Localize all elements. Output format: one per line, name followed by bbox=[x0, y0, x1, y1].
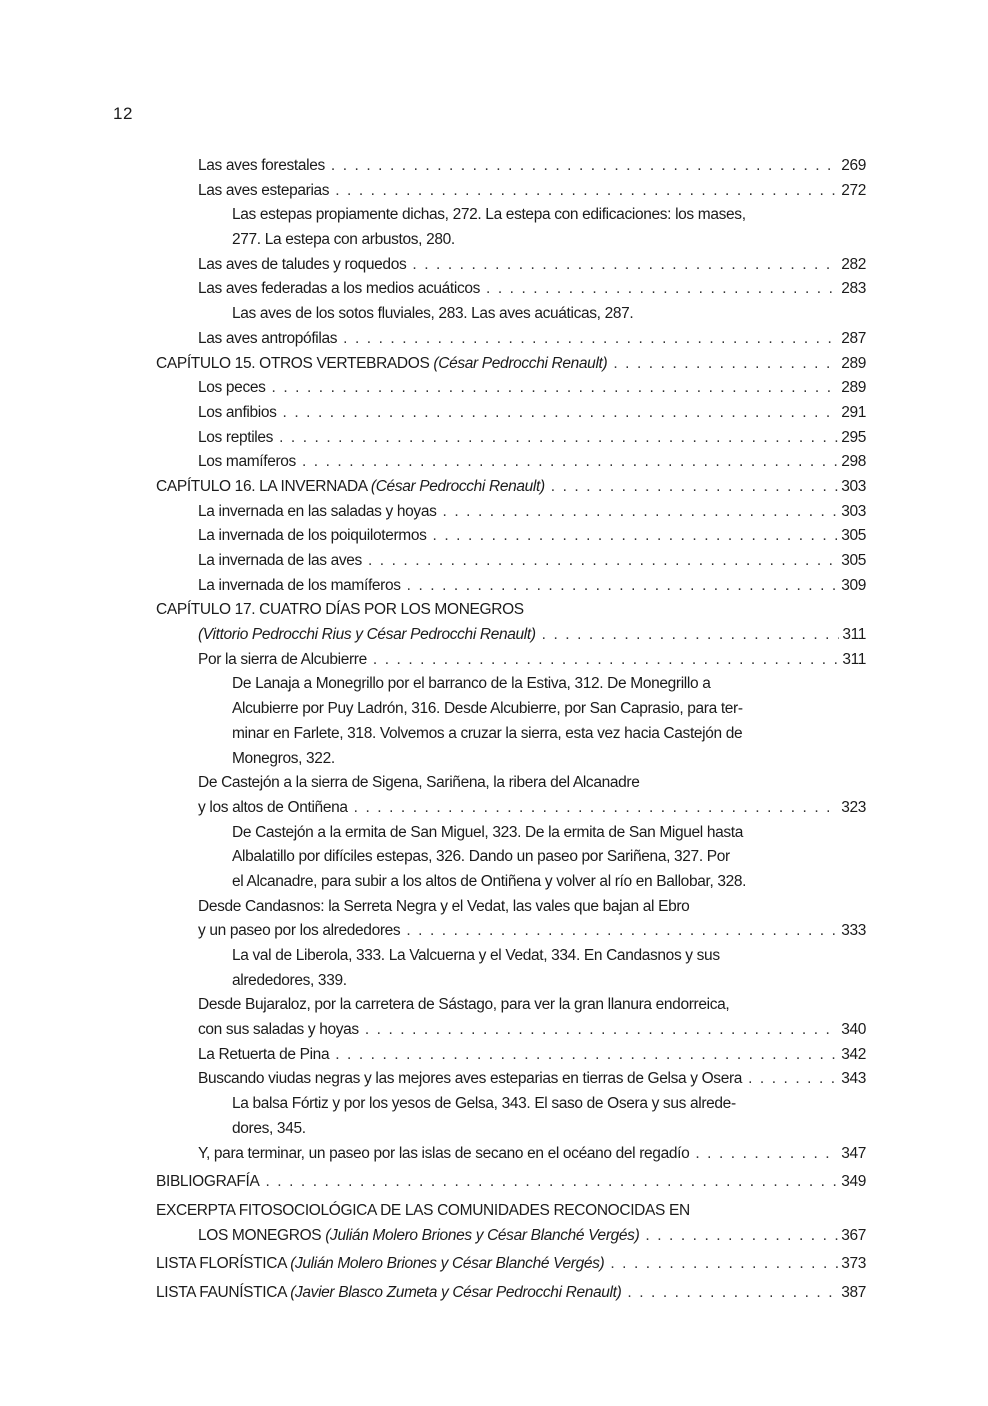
toc-subsection-list bbox=[156, 1092, 866, 1141]
toc-entry-title-text: Las aves federadas a los medios acuáticos bbox=[198, 280, 481, 298]
toc-entry bbox=[156, 376, 866, 401]
toc-entry-page: 323 bbox=[841, 798, 866, 816]
toc-subsection-list bbox=[156, 203, 866, 252]
toc-subsection-line: De Castejón a la ermita de San Miguel, 323. De la ermita de San Miguel hasta bbox=[232, 823, 744, 841]
dot-leader bbox=[302, 450, 838, 475]
toc-entry-page: 289 bbox=[841, 354, 866, 372]
toc-entry-line: Desde Bujaraloz, por la carretera de Sástago, para ver la gran llanura endorreica, bbox=[198, 996, 730, 1014]
dot-leader bbox=[279, 426, 838, 451]
toc-subsection-line: el Alcanadre, para subir a los altos de Ontiñena y volver al río en Ballobar, 328. bbox=[232, 872, 747, 890]
toc-entry-title-text: Las aves esteparias bbox=[198, 181, 330, 199]
toc-entry-title bbox=[198, 1142, 689, 1167]
toc-entry bbox=[156, 154, 866, 179]
toc-entry bbox=[156, 549, 866, 574]
toc-entry bbox=[156, 524, 866, 549]
toc-entry-page: 289 bbox=[841, 379, 866, 397]
toc-entry bbox=[156, 648, 866, 673]
toc-entry-page: 347 bbox=[841, 1144, 866, 1162]
toc-entry-title-text: y un paseo por los alrededores bbox=[198, 922, 401, 940]
toc-entry-title bbox=[156, 1170, 259, 1195]
dot-leader bbox=[627, 1281, 838, 1306]
toc-entry-title-text: Los peces bbox=[198, 379, 266, 397]
toc-entry-title-text: CAPÍTULO 16. LA INVERNADA bbox=[156, 477, 367, 495]
toc-entry-title-text: con sus saladas y hoyas bbox=[198, 1021, 359, 1039]
dot-leader bbox=[613, 352, 838, 377]
dot-leader bbox=[748, 1067, 838, 1092]
toc-entry-author: (Vittorio Pedrocchi Rius y César Pedrocchi Renault) bbox=[198, 626, 536, 644]
dot-leader bbox=[412, 253, 838, 278]
toc-chapter-heading: CAPÍTULO 17. CUATRO DÍAS POR LOS MONEGROS bbox=[156, 601, 524, 619]
toc-entry bbox=[156, 1224, 866, 1249]
toc-entry-page: 283 bbox=[841, 280, 866, 298]
toc-entry-title-text: Las aves de taludes y roquedos bbox=[198, 255, 407, 273]
toc-entry bbox=[156, 796, 866, 821]
toc-entry bbox=[156, 1142, 866, 1167]
dot-leader bbox=[433, 524, 839, 549]
toc-entry-title-text: y los altos de Ontiñena bbox=[198, 798, 348, 816]
toc-entry-page: 373 bbox=[841, 1255, 866, 1273]
toc-entry-title-text: LISTA FAUNÍSTICA bbox=[156, 1283, 287, 1301]
toc-entry-page: 272 bbox=[841, 181, 866, 199]
toc-entry-page: 305 bbox=[841, 552, 866, 569]
toc-entry-title-text: Buscando viudas negras y las mejores aves esteparias en tierras de Gelsa y Osera bbox=[198, 1070, 743, 1088]
toc-entry bbox=[156, 401, 866, 426]
toc-entry-title bbox=[198, 154, 325, 179]
toc-entry-title bbox=[198, 1224, 639, 1249]
toc-entry bbox=[156, 1018, 866, 1043]
toc-entry-title bbox=[198, 401, 277, 426]
toc-entry-title bbox=[198, 426, 273, 451]
toc-entry bbox=[156, 919, 866, 944]
toc-entry bbox=[156, 1067, 866, 1092]
toc-entry-page: 303 bbox=[841, 477, 866, 495]
toc-entry bbox=[156, 426, 866, 451]
toc-entry-title-text: Las aves antropófilas bbox=[198, 329, 338, 347]
toc-entry-title bbox=[198, 450, 296, 475]
toc-entry-title bbox=[198, 919, 400, 944]
dot-leader bbox=[365, 1018, 838, 1043]
toc-entry bbox=[156, 623, 866, 648]
dot-leader bbox=[695, 1142, 838, 1167]
toc-subsection-list bbox=[156, 672, 866, 771]
toc-subsection-line: Las estepas propiamente dichas, 272. La estepa con edificaciones: los mases, bbox=[232, 206, 746, 224]
toc-chapter-entry bbox=[156, 1170, 866, 1195]
dot-leader bbox=[551, 475, 838, 500]
dot-leader bbox=[343, 327, 838, 352]
toc-entry-title-text: BIBLIOGRAFÍA bbox=[156, 1173, 260, 1191]
toc-entry-page: 311 bbox=[842, 626, 866, 644]
toc-entry-title bbox=[198, 179, 329, 204]
toc-entry-title-text: La invernada en las saladas y hoyas bbox=[198, 502, 437, 520]
toc-entry-title-text: Y, para terminar, un paseo por las islas de secano en el océano del regadío bbox=[198, 1144, 690, 1162]
toc-entry-page: 305 bbox=[841, 527, 866, 545]
toc-entry-title bbox=[156, 1252, 604, 1277]
dot-leader bbox=[407, 574, 839, 599]
toc-entry-author: (Javier Blasco Zumeta y César Pedrocchi Renault) bbox=[290, 1283, 622, 1301]
toc-entry-title bbox=[198, 500, 437, 525]
toc-entry-page: 367 bbox=[841, 1226, 866, 1244]
dot-leader bbox=[645, 1224, 838, 1249]
toc-entry bbox=[156, 574, 866, 599]
toc-entry-page: 282 bbox=[841, 255, 866, 273]
toc-subsection-line: Monegros, 322. bbox=[232, 749, 335, 767]
dot-leader bbox=[283, 401, 839, 426]
toc-chapter-entry bbox=[156, 1281, 866, 1306]
toc-entry-title-text: Los anfibios bbox=[198, 403, 277, 421]
toc-entry-author: (Julián Molero Briones y César Blanché Vergés) bbox=[325, 1226, 640, 1244]
toc-entry bbox=[156, 179, 866, 204]
toc-subsection-line: La balsa Fórtiz y por los yesos de Gelsa, 343. El saso de Osera y sus alrede- bbox=[232, 1095, 736, 1113]
toc-entry bbox=[156, 327, 866, 352]
toc-entry-title-text: Los reptiles bbox=[198, 428, 274, 446]
toc-subsection-line: De Lanaja a Monegrillo por el barranco de la Estiva, 312. De Monegrillo a bbox=[232, 675, 711, 693]
dot-leader bbox=[354, 796, 839, 821]
toc-entry-page: 287 bbox=[841, 329, 866, 347]
toc-entry-page: 349 bbox=[841, 1173, 866, 1191]
toc-entry-author: (Julián Molero Briones y César Blanché Vergés) bbox=[290, 1255, 605, 1273]
toc-subsection-line: dores, 345. bbox=[232, 1119, 306, 1137]
toc-entry-page: 333 bbox=[841, 922, 866, 940]
dot-leader bbox=[335, 1043, 838, 1068]
dot-leader bbox=[610, 1252, 838, 1277]
toc-entry-title bbox=[198, 277, 480, 302]
dot-leader bbox=[486, 277, 838, 302]
toc-subsection-list bbox=[156, 821, 866, 895]
dot-leader bbox=[272, 376, 839, 401]
toc-entry-title bbox=[198, 1018, 359, 1043]
toc-chapter-entry bbox=[156, 1252, 866, 1277]
toc-entry-author: (César Pedrocchi Renault) bbox=[370, 477, 545, 495]
dot-leader bbox=[542, 623, 840, 648]
toc-entry-page: 291 bbox=[841, 403, 866, 421]
page-number: 12 bbox=[113, 104, 133, 123]
toc-entry-title-text: La invernada de los poiquilotermos bbox=[198, 527, 427, 545]
toc-entry-page: 340 bbox=[841, 1021, 866, 1039]
toc-subsection-line: minar en Farlete, 318. Volvemos a cruzar la sierra, esta vez hacia Castejón de bbox=[232, 724, 743, 742]
toc-entry-line: De Castejón a la sierra de Sigena, Sariñena, la ribera del Alcanadre bbox=[198, 774, 640, 792]
toc-subsection-list bbox=[156, 302, 866, 327]
toc-entry-page: 309 bbox=[841, 576, 866, 594]
toc-chapter-entry bbox=[156, 352, 866, 377]
toc-entry-title bbox=[156, 1281, 621, 1306]
toc-subsection-line: Albalatillo por difíciles estepas, 326. Dando un paseo por Sariñena, 327. Por bbox=[232, 848, 730, 866]
toc-entry-author: (César Pedrocchi Renault) bbox=[433, 354, 608, 372]
toc-entry-page: 298 bbox=[841, 453, 866, 471]
toc-entry-title bbox=[156, 352, 607, 377]
toc-chapter-heading: EXCERPTA FITOSOCIOLÓGICA DE LAS COMUNIDADES RECONOCIDAS EN bbox=[156, 1201, 690, 1219]
dot-leader bbox=[443, 500, 839, 525]
toc-entry-title-text: La invernada de las aves bbox=[198, 552, 362, 569]
toc-entry-line: Desde Candasnos: la Serreta Negra y el Vedat, las vales que bajan al Ebro bbox=[198, 897, 690, 915]
toc-entry-title-text: Los mamíferos bbox=[198, 453, 296, 471]
toc-entry-title bbox=[198, 376, 266, 401]
toc-entry-title-text: CAPÍTULO 15. OTROS VERTEBRADOS bbox=[156, 354, 430, 372]
toc-entry bbox=[156, 253, 866, 278]
toc-entry-page: 311 bbox=[842, 650, 866, 668]
toc-entry-page: 269 bbox=[841, 157, 866, 174]
toc-entry-page: 343 bbox=[841, 1070, 866, 1088]
toc-subsection-line: Las aves de los sotos fluviales, 283. Las aves acuáticas, 287. bbox=[232, 305, 634, 323]
toc-entry bbox=[156, 1043, 866, 1068]
toc-entry-page: 303 bbox=[841, 502, 866, 520]
dot-leader bbox=[265, 1170, 838, 1195]
dot-leader bbox=[335, 179, 838, 204]
toc-entry-title-text: Por la sierra de Alcubierre bbox=[198, 650, 367, 668]
toc-subsection-line: Alcubierre por Puy Ladrón, 316. Desde Alcubierre, por San Caprasio, para ter- bbox=[232, 700, 743, 718]
toc-chapter-entry bbox=[156, 475, 866, 500]
toc-entry-title-text: La Retuerta de Pina bbox=[198, 1045, 330, 1063]
toc-subsection-line: 277. La estepa con arbustos, 280. bbox=[232, 231, 455, 249]
dot-leader bbox=[368, 549, 838, 574]
toc-entry-title bbox=[198, 549, 362, 574]
toc-entry-title-text: Las aves forestales bbox=[198, 157, 325, 174]
toc-subsection-list bbox=[156, 944, 866, 993]
toc-entry-page: 342 bbox=[841, 1045, 866, 1063]
toc-entry-title bbox=[198, 524, 427, 549]
dot-leader bbox=[373, 648, 839, 673]
toc-entry bbox=[156, 277, 866, 302]
toc-entry-title-text: LISTA FLORÍSTICA bbox=[156, 1255, 287, 1273]
toc-entry-title-text: LOS MONEGROS bbox=[198, 1226, 322, 1244]
toc-entry-title bbox=[156, 475, 545, 500]
toc-entry-title bbox=[198, 1043, 329, 1068]
dot-leader bbox=[406, 919, 838, 944]
toc-entry-title bbox=[198, 1067, 742, 1092]
toc-entry-title-text: La invernada de los mamíferos bbox=[198, 576, 401, 594]
toc-entry-title bbox=[198, 253, 406, 278]
toc-entry-page: 387 bbox=[841, 1283, 866, 1301]
dot-leader bbox=[331, 154, 838, 179]
toc-entry-title bbox=[198, 796, 348, 821]
toc-entry-title bbox=[198, 327, 337, 352]
toc-entry-title bbox=[198, 623, 536, 648]
toc-entry-title bbox=[198, 648, 367, 673]
toc-entry bbox=[156, 500, 866, 525]
toc-subsection-line: La val de Liberola, 333. La Valcuerna y el Vedat, 334. En Candasnos y sus bbox=[232, 947, 720, 964]
toc-entry-title bbox=[198, 574, 401, 599]
toc-entry-page: 295 bbox=[841, 428, 866, 446]
toc-subsection-line: alrededores, 339. bbox=[232, 971, 347, 989]
toc-entry bbox=[156, 450, 866, 475]
table-of-contents bbox=[156, 154, 866, 1306]
